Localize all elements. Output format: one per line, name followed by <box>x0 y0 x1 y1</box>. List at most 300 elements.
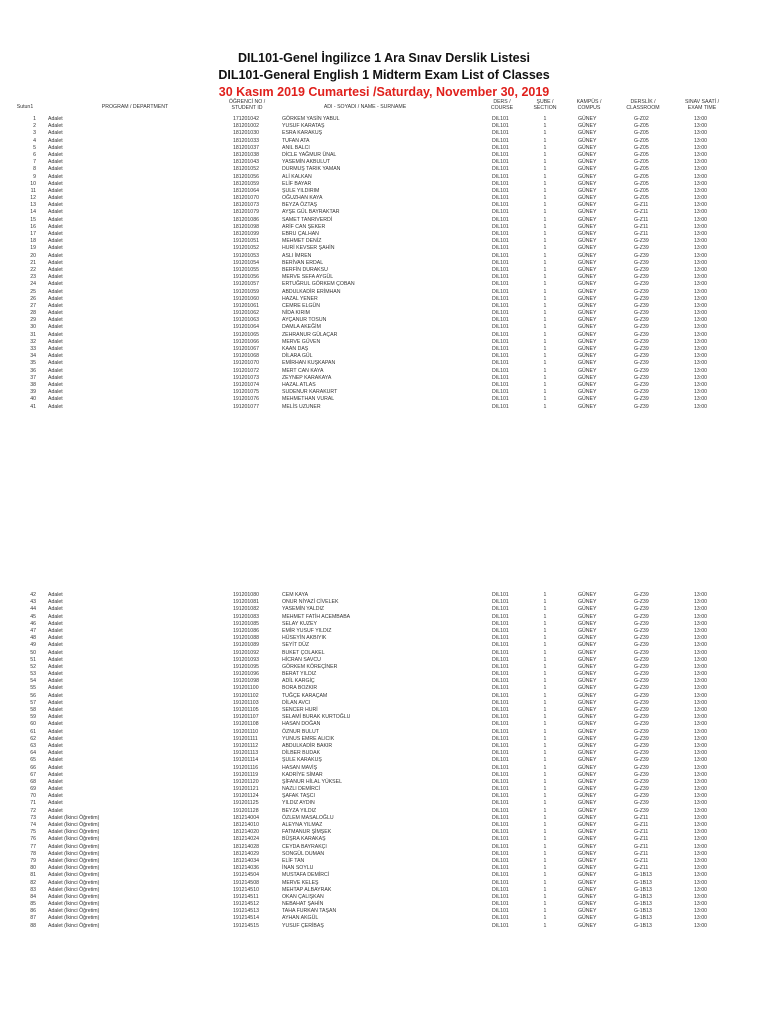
section-cell: 1 <box>543 829 547 836</box>
exam-time-cell: 13:00 <box>694 728 707 735</box>
table-row <box>0 274 768 281</box>
program-cell: Adalet <box>48 144 63 151</box>
program-cell: Adalet <box>48 166 63 173</box>
exam-time-cell: 13:00 <box>694 786 707 793</box>
student-id-cell: 191201080 <box>233 592 259 598</box>
program-cell: Adalet <box>48 403 63 410</box>
row-number-cell: 49 <box>30 642 36 649</box>
campus-cell: GÜNEY <box>578 685 597 692</box>
program-cell: Adalet <box>48 793 63 800</box>
student-id-cell: 191201053 <box>233 252 259 259</box>
document-title-block <box>0 50 768 101</box>
course-cell: DIL101 <box>492 656 509 663</box>
classroom-cell: G-Z11 <box>634 209 649 216</box>
exam-time-cell: 13:00 <box>694 879 707 886</box>
exam-time-cell: 13:00 <box>694 764 707 771</box>
campus-cell: GÜNEY <box>578 800 597 807</box>
row-number-cell: 60 <box>30 721 36 728</box>
exam-time-cell: 13:00 <box>694 656 707 663</box>
row-number-cell: 17 <box>30 231 36 237</box>
row-number-cell: 33 <box>30 346 36 352</box>
classroom-cell: G-Z11 <box>634 814 649 821</box>
section-cell: 1 <box>543 216 547 223</box>
classroom-cell: G-Z39 <box>634 793 649 800</box>
classroom-cell: G-Z05 <box>634 173 649 180</box>
table-row <box>0 310 768 317</box>
student-name-cell: ABDULKADİR ERİMHAN <box>282 288 341 295</box>
course-cell: DIL101 <box>492 829 509 836</box>
section-cell: 1 <box>543 180 547 187</box>
student-id-cell: 181201073 <box>233 202 259 209</box>
student-name-cell: BORA BOZKIR <box>282 685 318 692</box>
classroom-cell: G-Z39 <box>634 346 649 352</box>
row-number-cell: 68 <box>30 778 36 785</box>
course-cell: DIL101 <box>492 843 509 850</box>
student-id-cell: 191201077 <box>233 403 259 410</box>
student-name-cell: ZEYNEP KARAKAYA <box>282 374 332 381</box>
course-cell: DIL101 <box>492 151 509 158</box>
section-cell: 1 <box>543 209 547 216</box>
row-number-cell: 87 <box>30 915 36 922</box>
classroom-cell: G-Z39 <box>634 750 649 757</box>
program-cell: Adalet (İkinci Öğretim) <box>48 893 100 900</box>
student-name-cell: ABDULKADİR BAKIR <box>282 742 333 749</box>
table-row <box>0 657 768 664</box>
table-row <box>0 915 768 922</box>
program-cell: Adalet <box>48 714 63 721</box>
student-name-cell: EMİR YUSUF YILDIZ <box>282 627 332 634</box>
table-row <box>0 324 768 331</box>
table-row <box>0 599 768 606</box>
section-cell: 1 <box>543 778 547 785</box>
campus-cell: GÜNEY <box>578 159 597 166</box>
course-cell: DIL101 <box>492 396 509 403</box>
exam-time-cell: 13:00 <box>694 620 707 627</box>
course-cell: DIL101 <box>492 778 509 785</box>
campus-cell: GÜNEY <box>578 202 597 209</box>
student-id-cell: 191201081 <box>233 599 259 606</box>
table-row <box>0 750 768 757</box>
exam-time-cell: 13:00 <box>694 750 707 757</box>
exam-time-cell: 13:00 <box>694 678 707 685</box>
exam-time-cell: 13:00 <box>694 793 707 800</box>
student-id-cell: 191201083 <box>233 613 259 620</box>
classroom-cell: G-Z11 <box>634 231 649 237</box>
campus-cell: GÜNEY <box>578 367 597 374</box>
section-cell: 1 <box>543 166 547 173</box>
course-cell: DIL101 <box>492 317 509 324</box>
header-student-id <box>222 99 272 111</box>
student-id-cell: 191201085 <box>233 620 259 627</box>
table-row <box>0 159 768 166</box>
row-number-cell: 81 <box>30 872 36 879</box>
exam-time-cell: 13:00 <box>694 302 707 309</box>
course-cell: DIL101 <box>492 685 509 692</box>
table-row <box>0 642 768 649</box>
student-id-cell: 191201100 <box>233 685 259 692</box>
program-cell: Adalet <box>48 151 63 158</box>
student-id-cell: 191201128 <box>233 807 259 814</box>
program-cell: Adalet (İkinci Öğretim) <box>48 872 100 879</box>
student-name-cell: GÖRKEM YASİN YABUL <box>282 116 340 122</box>
student-id-cell: 191201089 <box>233 642 259 649</box>
program-cell: Adalet <box>48 180 63 187</box>
table-row <box>0 202 768 209</box>
program-cell: Adalet <box>48 360 63 367</box>
row-number-cell: 56 <box>30 692 36 699</box>
program-cell: Adalet <box>48 656 63 663</box>
exam-time-cell: 13:00 <box>694 872 707 879</box>
row-number-cell: 45 <box>30 613 36 620</box>
exam-time-cell: 13:00 <box>694 137 707 144</box>
table-row <box>0 836 768 843</box>
program-cell: Adalet (İkinci Öğretim) <box>48 829 100 836</box>
student-name-cell: HASAN DOĞAN <box>282 721 321 728</box>
program-cell: Adalet <box>48 367 63 374</box>
campus-cell: GÜNEY <box>578 324 597 331</box>
row-number-cell: 79 <box>30 857 36 864</box>
student-id-cell: 191201060 <box>233 295 259 302</box>
section-cell: 1 <box>543 714 547 721</box>
campus-cell: GÜNEY <box>578 123 597 130</box>
table-row <box>0 851 768 858</box>
student-id-cell: 191201105 <box>233 707 259 713</box>
campus-cell: GÜNEY <box>578 331 597 338</box>
course-cell: DIL101 <box>492 915 509 922</box>
section-cell: 1 <box>543 606 547 613</box>
campus-cell: GÜNEY <box>578 223 597 230</box>
exam-time-cell: 13:00 <box>694 707 707 713</box>
classroom-cell: G-Z39 <box>634 367 649 374</box>
row-number-cell: 25 <box>30 288 36 295</box>
classroom-cell: G-Z39 <box>634 324 649 331</box>
section-cell: 1 <box>543 764 547 771</box>
program-cell: Adalet (İkinci Öğretim) <box>48 865 100 872</box>
campus-cell: GÜNEY <box>578 671 597 678</box>
course-cell: DIL101 <box>492 159 509 166</box>
student-id-cell: 191201052 <box>233 245 259 252</box>
table-row <box>0 664 768 671</box>
program-cell: Adalet <box>48 295 63 302</box>
campus-cell: GÜNEY <box>578 728 597 735</box>
program-cell: Adalet <box>48 116 63 122</box>
student-name-cell: MEHTAP ALBAYRAK <box>282 886 332 893</box>
header-time-line2: EXAM TIME <box>687 105 717 111</box>
student-name-cell: SAMET TANRIVERDİ <box>282 216 333 223</box>
course-cell: DIL101 <box>492 123 509 130</box>
table-row <box>0 614 768 621</box>
student-name-cell: AYÇANUR TOSUN <box>282 317 327 324</box>
section-cell: 1 <box>543 635 547 642</box>
exam-time-cell: 13:00 <box>694 116 707 122</box>
row-number-cell: 76 <box>30 836 36 843</box>
student-id-cell: 181214024 <box>233 836 259 843</box>
campus-cell: GÜNEY <box>578 166 597 173</box>
student-id-cell: 181201099 <box>233 231 259 237</box>
table-row <box>0 296 768 303</box>
campus-cell: GÜNEY <box>578 865 597 872</box>
course-cell: DIL101 <box>492 893 509 900</box>
campus-cell: GÜNEY <box>578 742 597 749</box>
course-cell: DIL101 <box>492 714 509 721</box>
campus-cell: GÜNEY <box>578 180 597 187</box>
exam-time-cell: 13:00 <box>694 901 707 908</box>
campus-cell: GÜNEY <box>578 793 597 800</box>
campus-cell: GÜNEY <box>578 714 597 721</box>
classroom-cell: G-Z39 <box>634 721 649 728</box>
title-english: DIL101-General English 1 Midterm Exam List of Classes <box>218 68 550 82</box>
campus-cell: GÜNEY <box>578 346 597 352</box>
student-name-cell: ERTUĞRUL GÖRKEM ÇOBAN <box>282 281 355 288</box>
campus-cell: GÜNEY <box>578 908 597 915</box>
course-cell: DIL101 <box>492 403 509 410</box>
exam-time-cell: 13:00 <box>694 649 707 656</box>
table-row <box>0 130 768 137</box>
campus-cell: GÜNEY <box>578 403 597 410</box>
campus-cell: GÜNEY <box>578 599 597 606</box>
course-cell: DIL101 <box>492 324 509 331</box>
student-name-cell: MEHMET FATİH ACEMBABA <box>282 613 351 620</box>
classroom-cell: G-Z02 <box>634 116 649 122</box>
student-name-cell: ÖZNUR BULUT <box>282 728 319 735</box>
student-name-cell: YILDIZ AYDIN <box>282 800 315 807</box>
program-cell: Adalet (İkinci Öğretim) <box>48 901 100 908</box>
classroom-cell: G-Z39 <box>634 396 649 403</box>
course-cell: DIL101 <box>492 836 509 843</box>
table-row <box>0 209 768 216</box>
student-id-cell: 191201065 <box>233 331 259 338</box>
table-row <box>0 346 768 353</box>
classroom-cell: G-Z11 <box>634 216 649 223</box>
exam-time-cell: 13:00 <box>694 685 707 692</box>
section-cell: 1 <box>543 886 547 893</box>
campus-cell: GÜNEY <box>578 374 597 381</box>
section-cell: 1 <box>543 901 547 908</box>
classroom-cell: G-Z39 <box>634 671 649 678</box>
table-row <box>0 829 768 836</box>
program-cell: Adalet <box>48 620 63 627</box>
row-number-cell: 58 <box>30 707 36 713</box>
row-number-cell: 34 <box>30 353 36 360</box>
classroom-cell: G-1B13 <box>634 879 652 886</box>
course-cell: DIL101 <box>492 374 509 381</box>
row-number-cell: 54 <box>30 678 36 685</box>
course-cell: DIL101 <box>492 786 509 793</box>
student-id-cell: 181201098 <box>233 223 259 230</box>
student-id-cell: 191201112 <box>233 742 259 749</box>
program-cell: Adalet <box>48 735 63 742</box>
campus-cell: GÜNEY <box>578 699 597 706</box>
classroom-cell: G-Z39 <box>634 381 649 388</box>
table-row <box>0 145 768 152</box>
program-cell: Adalet <box>48 642 63 649</box>
student-name-cell: KAAN DAŞ <box>282 346 309 352</box>
student-id-cell: 181214020 <box>233 829 259 836</box>
program-cell: Adalet <box>48 324 63 331</box>
table-row <box>0 152 768 159</box>
program-cell: Adalet <box>48 757 63 764</box>
course-cell: DIL101 <box>492 166 509 173</box>
table-row <box>0 685 768 692</box>
row-number-cell: 59 <box>30 714 36 721</box>
course-cell: DIL101 <box>492 728 509 735</box>
section-cell: 1 <box>543 800 547 807</box>
student-id-cell: 181201070 <box>233 195 259 202</box>
classroom-cell: G-Z11 <box>634 857 649 864</box>
exam-time-cell: 13:00 <box>694 915 707 922</box>
program-cell: Adalet <box>48 187 63 194</box>
section-cell: 1 <box>543 872 547 879</box>
course-cell: DIL101 <box>492 302 509 309</box>
student-name-cell: YUNUS EMRE ALICIK <box>282 735 335 742</box>
classroom-cell: G-Z05 <box>634 159 649 166</box>
course-cell: DIL101 <box>492 620 509 627</box>
course-cell: DIL101 <box>492 274 509 281</box>
program-cell: Adalet <box>48 173 63 180</box>
student-name-cell: DURMUŞ TARIK YAMAN <box>282 166 341 173</box>
table-row <box>0 253 768 260</box>
campus-cell: GÜNEY <box>578 281 597 288</box>
classroom-cell: G-Z05 <box>634 144 649 151</box>
student-id-cell: 181214029 <box>233 850 259 857</box>
exam-time-cell: 13:00 <box>694 173 707 180</box>
classroom-cell: G-Z05 <box>634 151 649 158</box>
course-cell: DIL101 <box>492 822 509 828</box>
course-cell: DIL101 <box>492 295 509 302</box>
row-number-cell: 32 <box>30 338 36 345</box>
section-cell: 1 <box>543 123 547 130</box>
table-row <box>0 281 768 288</box>
campus-cell: GÜNEY <box>578 692 597 699</box>
campus-cell: GÜNEY <box>578 606 597 613</box>
campus-cell: GÜNEY <box>578 381 597 388</box>
section-cell: 1 <box>543 642 547 649</box>
row-number-cell: 9 <box>33 173 36 180</box>
classroom-cell: G-Z39 <box>634 310 649 317</box>
student-name-cell: BERİVAN ERDAL <box>282 259 324 266</box>
header-campus <box>568 99 610 111</box>
table-row <box>0 628 768 635</box>
row-number-cell: 80 <box>30 865 36 872</box>
table-row <box>0 621 768 628</box>
program-cell: Adalet (İkinci Öğretim) <box>48 879 100 886</box>
student-id-cell: 191201086 <box>233 627 259 634</box>
course-cell: DIL101 <box>492 266 509 273</box>
campus-cell: GÜNEY <box>578 389 597 396</box>
program-cell: Adalet <box>48 396 63 403</box>
exam-time-cell: 13:00 <box>694 922 707 929</box>
course-cell: DIL101 <box>492 814 509 821</box>
table-row <box>0 231 768 238</box>
program-cell: Adalet <box>48 216 63 223</box>
table-row <box>0 671 768 678</box>
student-id-cell: 191201098 <box>233 678 259 685</box>
campus-cell: GÜNEY <box>578 144 597 151</box>
section-cell: 1 <box>543 266 547 273</box>
student-id-cell: 191214504 <box>233 872 259 879</box>
classroom-cell: G-Z39 <box>634 714 649 721</box>
classroom-cell: G-Z39 <box>634 281 649 288</box>
campus-cell: GÜNEY <box>578 822 597 828</box>
campus-cell: GÜNEY <box>578 231 597 237</box>
table-header <box>0 99 768 117</box>
table-row <box>0 353 768 360</box>
row-number-cell: 23 <box>30 274 36 281</box>
program-cell: Adalet <box>48 159 63 166</box>
campus-cell: GÜNEY <box>578 302 597 309</box>
student-name-cell: ŞULE YILDIRIM <box>282 187 320 194</box>
campus-cell: GÜNEY <box>578 843 597 850</box>
section-cell: 1 <box>543 202 547 209</box>
program-cell: Adalet <box>48 678 63 685</box>
table-row <box>0 174 768 181</box>
course-cell: DIL101 <box>492 245 509 252</box>
program-cell: Adalet <box>48 635 63 642</box>
classroom-cell: G-Z39 <box>634 685 649 692</box>
campus-cell: GÜNEY <box>578 750 597 757</box>
program-cell: Adalet <box>48 238 63 245</box>
course-cell: DIL101 <box>492 678 509 685</box>
campus-cell: GÜNEY <box>578 857 597 864</box>
course-cell: DIL101 <box>492 202 509 209</box>
student-id-cell: 191201066 <box>233 338 259 345</box>
exam-time-cell: 13:00 <box>694 389 707 396</box>
student-name-cell: ALEYNA YILMAZ <box>282 822 323 828</box>
section-cell: 1 <box>543 671 547 678</box>
table-row <box>0 678 768 685</box>
exam-time-cell: 13:00 <box>694 231 707 237</box>
campus-cell: GÜNEY <box>578 137 597 144</box>
student-name-cell: ONUR NİYAZİ CİVELEK <box>282 599 339 606</box>
campus-cell: GÜNEY <box>578 656 597 663</box>
table-row <box>0 188 768 195</box>
section-cell: 1 <box>543 908 547 915</box>
student-name-cell: ŞAFAK TAŞCI <box>282 793 315 800</box>
row-number-cell: 55 <box>30 685 36 692</box>
program-cell: Adalet <box>48 778 63 785</box>
program-cell: Adalet <box>48 274 63 281</box>
classroom-cell: G-Z11 <box>634 843 649 850</box>
student-name-cell: ELİF BAYAR <box>282 180 312 187</box>
row-number-cell: 20 <box>30 252 36 259</box>
exam-time-cell: 13:00 <box>694 778 707 785</box>
exam-time-cell: 13:00 <box>694 613 707 620</box>
row-number-cell: 57 <box>30 699 36 706</box>
program-cell: Adalet <box>48 317 63 324</box>
classroom-cell: G-Z39 <box>634 288 649 295</box>
exam-time-cell: 13:00 <box>694 850 707 857</box>
section-cell: 1 <box>543 814 547 821</box>
table-row <box>0 217 768 224</box>
student-name-cell: YASEMİN AKBULUT <box>282 159 331 166</box>
row-number-cell: 52 <box>30 663 36 670</box>
course-cell: DIL101 <box>492 599 509 606</box>
header-course <box>484 99 520 111</box>
table-row <box>0 901 768 908</box>
classroom-cell: G-Z39 <box>634 360 649 367</box>
program-cell: Adalet <box>48 288 63 295</box>
classroom-cell: G-Z39 <box>634 678 649 685</box>
row-number-cell: 41 <box>30 403 36 410</box>
row-number-cell: 84 <box>30 893 36 900</box>
row-number-cell: 1 <box>33 116 36 122</box>
program-cell: Adalet <box>48 771 63 778</box>
student-id-cell: 191201076 <box>233 396 259 403</box>
row-number-cell: 8 <box>33 166 36 173</box>
student-id-cell: 191201059 <box>233 288 259 295</box>
course-cell: DIL101 <box>492 331 509 338</box>
section-cell: 1 <box>543 288 547 295</box>
